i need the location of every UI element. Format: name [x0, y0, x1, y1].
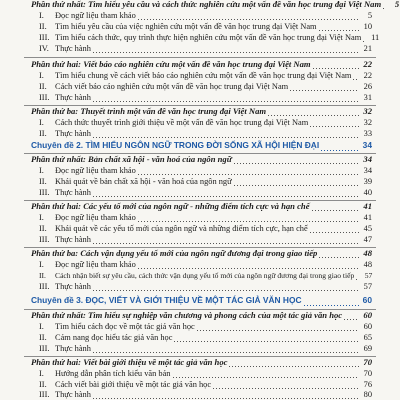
dot-leader [137, 212, 359, 223]
toc-item: I. Đọc ngữ liệu tham khảo 48 [39, 260, 372, 269]
toc-item: I. Đọc ngữ liệu tham khảo 34 [39, 166, 372, 175]
toc-section-heading: Phần thứ hai: Các yếu tố mới của ngôn ngữ - những điểm tích cực và hạn chế 41 [31, 201, 372, 211]
page-number: 22 [363, 71, 372, 80]
dot-leader [92, 43, 359, 54]
dot-leader [309, 117, 359, 128]
dot-leader [382, 0, 386, 10]
page-number: 65 [363, 333, 372, 342]
toc-item: I. Đọc ngữ liệu tham khảo 5 [39, 11, 372, 20]
toc-item: II. Khái quát về các yếu tố mới của ngôn ngữ và những điểm tích cực, hạn chế 45 [39, 224, 372, 233]
dot-leader [92, 128, 359, 139]
dot-leader [289, 81, 359, 92]
toc-item: III. Thực hành 57 [39, 282, 372, 291]
dot-leader [137, 259, 359, 270]
dot-leader [320, 141, 359, 152]
toc-item: I. Hướng dẫn phân tích kiểu văn bản 70 [39, 369, 372, 378]
toc-item: II. Cách nhận biết sự yêu cầu, cách thức vận dụng yếu tố mới của ngôn ngữ đương đại trong giao tiếp 57 [39, 271, 373, 280]
page-number: 60 [362, 295, 372, 305]
dot-leader [92, 281, 359, 292]
page-number: 32 [363, 106, 372, 116]
dot-leader [137, 165, 359, 176]
toc-item: II. Cách viết bài giới thiệu về một tác giả văn học 76 [39, 380, 372, 389]
page-number: 32 [363, 118, 372, 127]
toc-item: I. Tìm hiểu cách đọc về một tác giả văn học 60 [39, 322, 372, 331]
dot-leader [92, 343, 359, 354]
page-number: 5 [394, 0, 400, 9]
page-number: 31 [363, 93, 372, 102]
page-number: 11 [371, 33, 380, 42]
toc-item: II. Khái quát về bản chất xã hội - văn hoá của ngôn ngữ 39 [39, 177, 372, 186]
page-number: 47 [363, 235, 372, 244]
dot-leader [228, 357, 359, 368]
dot-leader [343, 310, 359, 321]
toc-item: II. Cảm nang đọc hiểu tác giả văn học 65 [39, 333, 372, 342]
page-number: 21 [363, 44, 372, 53]
page-number: 40 [363, 188, 372, 197]
toc-item: I. Cách thức thuyết trình giới thiệu về một vấn đề văn học trung đại Việt Nam 32 [39, 118, 372, 127]
page-number: 41 [363, 213, 372, 222]
page-number: 60 [363, 310, 372, 320]
page-number: 34 [363, 154, 372, 164]
page-number: 69 [363, 344, 372, 353]
dot-leader [92, 234, 359, 245]
page-number: 80 [363, 390, 372, 399]
toc-item: I. Đọc ngữ liệu tham khảo 41 [39, 213, 372, 222]
toc-item: I. Tìm hiểu chung về cách viết báo cáo nghiên cứu một vấn đề văn học trung đại Việt Nam 22 [39, 71, 372, 80]
toc-chapter-title: Chuyên đề 2. TÌM HIỂU NGÔN NGỮ TRONG ĐỜI SỐNG XÃ HỘI HIỆN ĐẠI 34 [31, 140, 372, 150]
dot-leader [137, 10, 359, 21]
dot-leader [92, 389, 359, 400]
dot-leader [92, 187, 359, 198]
toc-item: III. Thực hành 69 [39, 344, 372, 353]
dot-leader [173, 332, 359, 343]
page-number: 39 [363, 177, 372, 186]
dot-leader [309, 223, 359, 234]
dot-leader [172, 368, 360, 379]
page-number: 60 [363, 322, 372, 331]
toc-item: II. Tìm hiểu yêu cầu của việc nghiên cứu một vấn đề văn học trung đại Việt Nam 10 [39, 22, 372, 31]
toc-section-heading: Phần thứ nhất: Tìm hiểu yêu cầu và cách thức nghiên cứu một vấn đề văn học trung đại Việt Nam 5 [31, 0, 400, 9]
dot-leader [362, 32, 366, 43]
toc-item: IV. Thực hành 21 [39, 44, 372, 53]
dot-leader [196, 321, 359, 332]
dot-leader [267, 106, 359, 117]
dot-leader [355, 270, 359, 281]
page-number: 41 [363, 201, 372, 211]
page-number: 26 [363, 82, 372, 91]
toc-item: III. Thực hành 40 [39, 188, 372, 197]
dot-leader [318, 248, 359, 259]
page-number: 45 [363, 224, 372, 233]
toc-item: III. Thực hành 31 [39, 93, 372, 102]
page-number: 57 [364, 271, 373, 280]
dot-leader [233, 176, 359, 187]
toc-item: III. Thực hành 80 [39, 390, 372, 399]
dot-leader [352, 70, 359, 81]
page-number: 10 [363, 22, 372, 31]
page-number: 33 [363, 129, 372, 138]
toc-section-heading: Phần thứ hai: Viết báo cáo nghiên cứu một vấn đề văn học trung đại Việt Nam 22 [31, 59, 372, 69]
page-number: 34 [362, 140, 372, 150]
dot-leader [303, 296, 359, 307]
dot-leader [311, 201, 359, 212]
page-number: 48 [363, 260, 372, 269]
toc-item: III. Tìm hiểu cách thức, quy trình thực hiện nghiên cứu một vấn đề văn học trung đại Việt Nam 11 [39, 33, 380, 42]
dot-leader [312, 59, 359, 70]
section-divider [24, 57, 376, 58]
toc-chapter-title: Chuyên đề 3. ĐỌC, VIẾT VÀ GIỚI THIỆU VỀ MỘT TÁC GIẢ VĂN HỌC 60 [31, 295, 372, 305]
toc-section-heading: Phần thứ nhất: Bản chất xã hội - văn hoá của ngôn ngữ 34 [31, 154, 372, 164]
toc-item: II. Cách viết báo cáo nghiên cứu một vấn đề văn học trung đại Việt Nam 26 [39, 82, 372, 91]
page-number: 57 [363, 282, 372, 291]
page-number: 5 [367, 11, 372, 20]
dot-leader [92, 92, 359, 103]
toc-item: II. Thực hành 33 [39, 129, 372, 138]
dot-leader [318, 21, 359, 32]
toc-item: III. Thực hành 47 [39, 235, 372, 244]
toc-section-heading: Phần thứ ba: Cách vận dụng yếu tố mới của ngôn ngữ đương đại trong giao tiếp 48 [31, 248, 372, 258]
page-number: 34 [363, 166, 372, 175]
toc-section-heading: Phần thứ ba: Thuyết trình một vấn đề văn học trung đại Việt Nam 32 [31, 106, 372, 116]
page-number: 48 [363, 248, 372, 258]
toc-section-heading: Phần thứ hai: Viết bài giới thiệu về một tác giả văn học 70 [31, 357, 372, 367]
page-number: 70 [363, 369, 372, 378]
page-number: 70 [363, 357, 372, 367]
toc-section-heading: Phần thứ nhất: Tìm hiểu sự nghiệp văn chương và phong cách của một tác giả văn học 60 [31, 310, 372, 320]
page-number: 22 [363, 59, 372, 69]
dot-leader [233, 154, 359, 165]
page-number: 76 [363, 380, 372, 389]
